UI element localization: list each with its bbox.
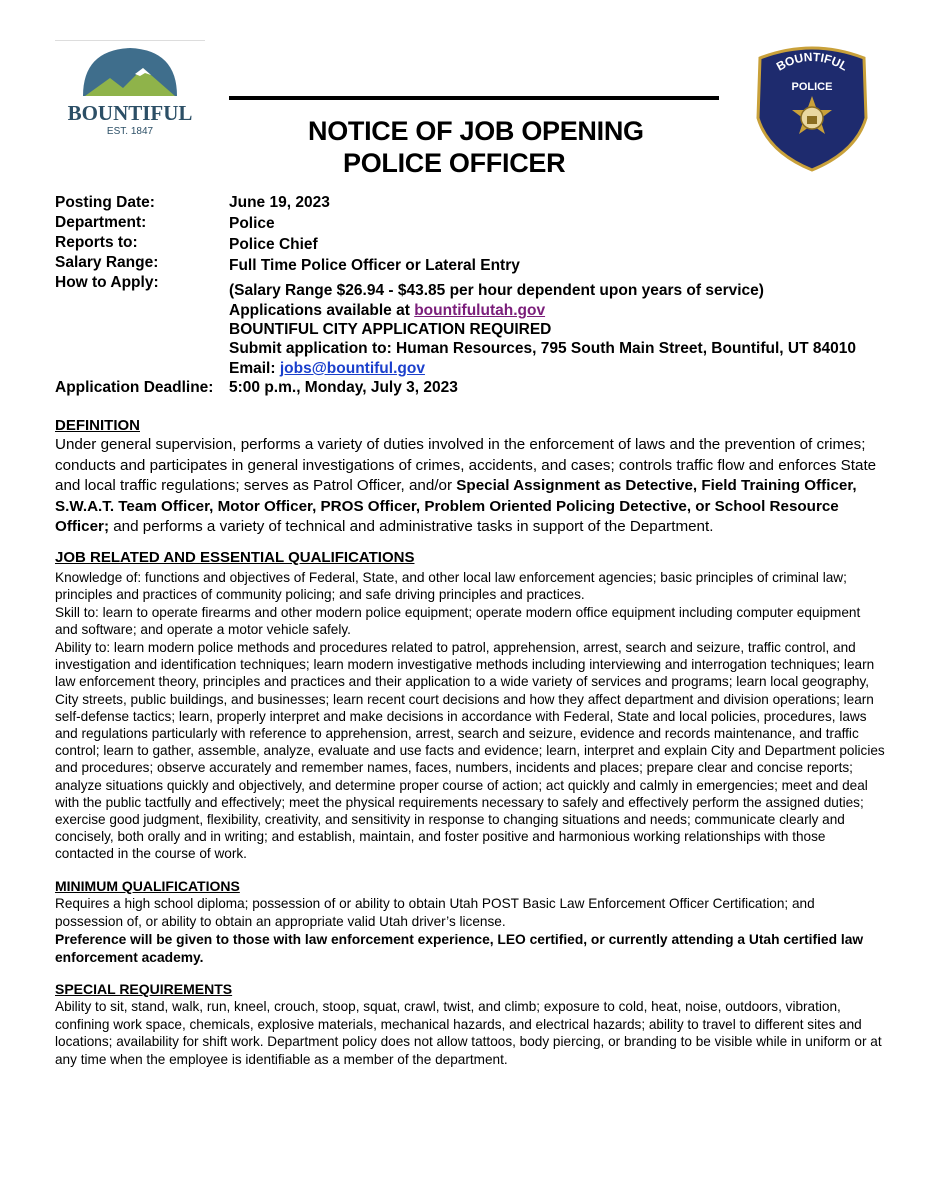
definition-heading: DEFINITION (55, 417, 140, 434)
email-link[interactable]: jobs@bountiful.gov (279, 360, 425, 377)
salary-range-value: Full Time Police Officer or Lateral Entry (229, 257, 520, 274)
badge-top-text: BOUNTIFUL (773, 49, 851, 74)
header-rule (229, 96, 719, 100)
mountain-logo-icon (55, 38, 205, 138)
position-title: POLICE OFFICER (343, 148, 566, 178)
applications-prefix: Applications available at (229, 302, 415, 319)
email-line (229, 359, 425, 379)
notice-title: NOTICE OF JOB OPENING (308, 116, 644, 146)
deadline-label: Application Deadline: (55, 379, 214, 396)
ability-text: Ability to: learn modern police methods and procedures related to patrol, apprehension, arrest, search and seizure, traffic control, and investigation and identification techniques; learn modern investigative methods including interviewing and interrogation techniques; learn law enforcement theory, principles and practices and their application to a wide variety of services and programs; learn local geography, City streets, public buildings, and businesses; learn recent court decisions and how they affect department and division operations; learn self-defense tactics; learn, properly interpret and make decisions in accordance with Federal, State and local policies, procedures, laws and regulations particularly with reference to apprehension, arrest, search and seizure, evidence and records maintenance, and traffic control; learn to gather, assemble, analyze, evaluate and use facts and evidence; learn, interpret and explain City and Department policies and procedures; observe accurately and remember names, faces, numbers, incidents and places; prepare clear and concise reports; analyze situations quickly and objectively, and determine proper course of action; act quickly and calmly in emergencies; meet and deal with the public tactfully and effectively; meet the physical requirements necessary to safely and effectively perform the assigned duties; exercise good judgment, flexibility, creativity, and sensitivity in response to changing situations and needs; communicate clearly and concisely, both orally and in writing; and establish, maintain, and foster positive and harmonious working relationships with those contacted in the course of work. (55, 640, 885, 862)
reports-to-value: Police Chief (229, 236, 318, 253)
minimum-text: Requires a high school diploma; possession of or ability to obtain Utah POST Basic Law Enforcement Officer Certification; and possession of, or ability to obtain an appropriate valid Utah driver’s license. (55, 896, 815, 929)
application-required: BOUNTIFUL CITY APPLICATION REQUIRED (229, 321, 552, 338)
definition-special-assignments: Special Assignment as Detective, Field Training Officer, S.W.A.T. Team Officer, Motor Officer, PROS Officer, Problem Oriented Policing Detective, or School Resource Officer; (55, 477, 857, 535)
definition-text-end: and performs a variety of technical and administrative tasks in support of the Department. (109, 518, 714, 535)
qualifications-heading: JOB RELATED AND ESSENTIAL QUALIFICATIONS (55, 549, 415, 566)
police-badge (750, 40, 874, 174)
badge-bottom-text: POLICE (791, 81, 833, 93)
skill-text: Skill to: learn to operate firearms and other modern police equipment; operate modern office equipment including computer equipment and software; and operate a motor vehicle safely. (55, 605, 861, 638)
salary-range-detail: (Salary Range $26.94 - $43.85 per hour dependent upon years of service) (229, 282, 764, 299)
minimum-heading: MINIMUM QUALIFICATIONS (55, 878, 240, 894)
department-value: Police (229, 215, 275, 232)
posting-date-value: June 19, 2023 (229, 194, 330, 211)
bountiful-logo (55, 38, 205, 138)
police-patch-icon (750, 40, 874, 174)
email-prefix: Email: (229, 360, 280, 377)
reports-to-label: Reports to: (55, 234, 138, 251)
logo-name: BOUNTIFUL (67, 101, 193, 125)
definition-text-start: Under general supervision, performs a variety of duties involved in the enforcement of laws and the prevention of crimes; conducts and participates in general investigations of crimes, accidents, and cases; controls traffic flow and enforces State and local traffic regulations; serves as Patrol Officer, and/or (55, 436, 877, 494)
knowledge-text: Knowledge of: functions and objectives of Federal, State, and other local law enforcement agencies; basic principles of criminal law; principles and practices of community policing; and safe driving principles and practices. (55, 570, 847, 603)
department-label: Department: (55, 214, 147, 231)
logo-est: EST. 1847 (106, 126, 154, 137)
definition-text (55, 435, 885, 538)
applications-line (229, 301, 545, 321)
posting-date-label: Posting Date: (55, 194, 155, 211)
application-link[interactable]: bountifulutah.gov (414, 302, 546, 319)
salary-range-label: Salary Range: (55, 254, 159, 271)
preference-text: Preference will be given to those with law enforcement experience, LEO certified, or currently attending a Utah certified law enforcement academy. (55, 932, 864, 965)
submit-address: Submit application to: Human Resources, 795 South Main Street, Bountiful, UT 84010 (229, 340, 856, 357)
special-heading: SPECIAL REQUIREMENTS (55, 981, 233, 997)
how-to-apply-label: How to Apply: (55, 274, 159, 291)
special-text: Ability to sit, stand, walk, run, kneel, crouch, stoop, squat, crawl, twist, and climb; exposure to cold, heat, noise, outdoors, vibration, confining work space, chemicals, explosive materials, mechanical hazards, and electrical hazards; ability to travel to different sites and locations; availability for shift work. Department policy does not allow tattoos, body piercing, or branding to be visible while in uniform or at any time when the employee is identifiable as a member of the department. (55, 999, 882, 1067)
deadline-value: 5:00 p.m., Monday, July 3, 2023 (229, 379, 458, 396)
